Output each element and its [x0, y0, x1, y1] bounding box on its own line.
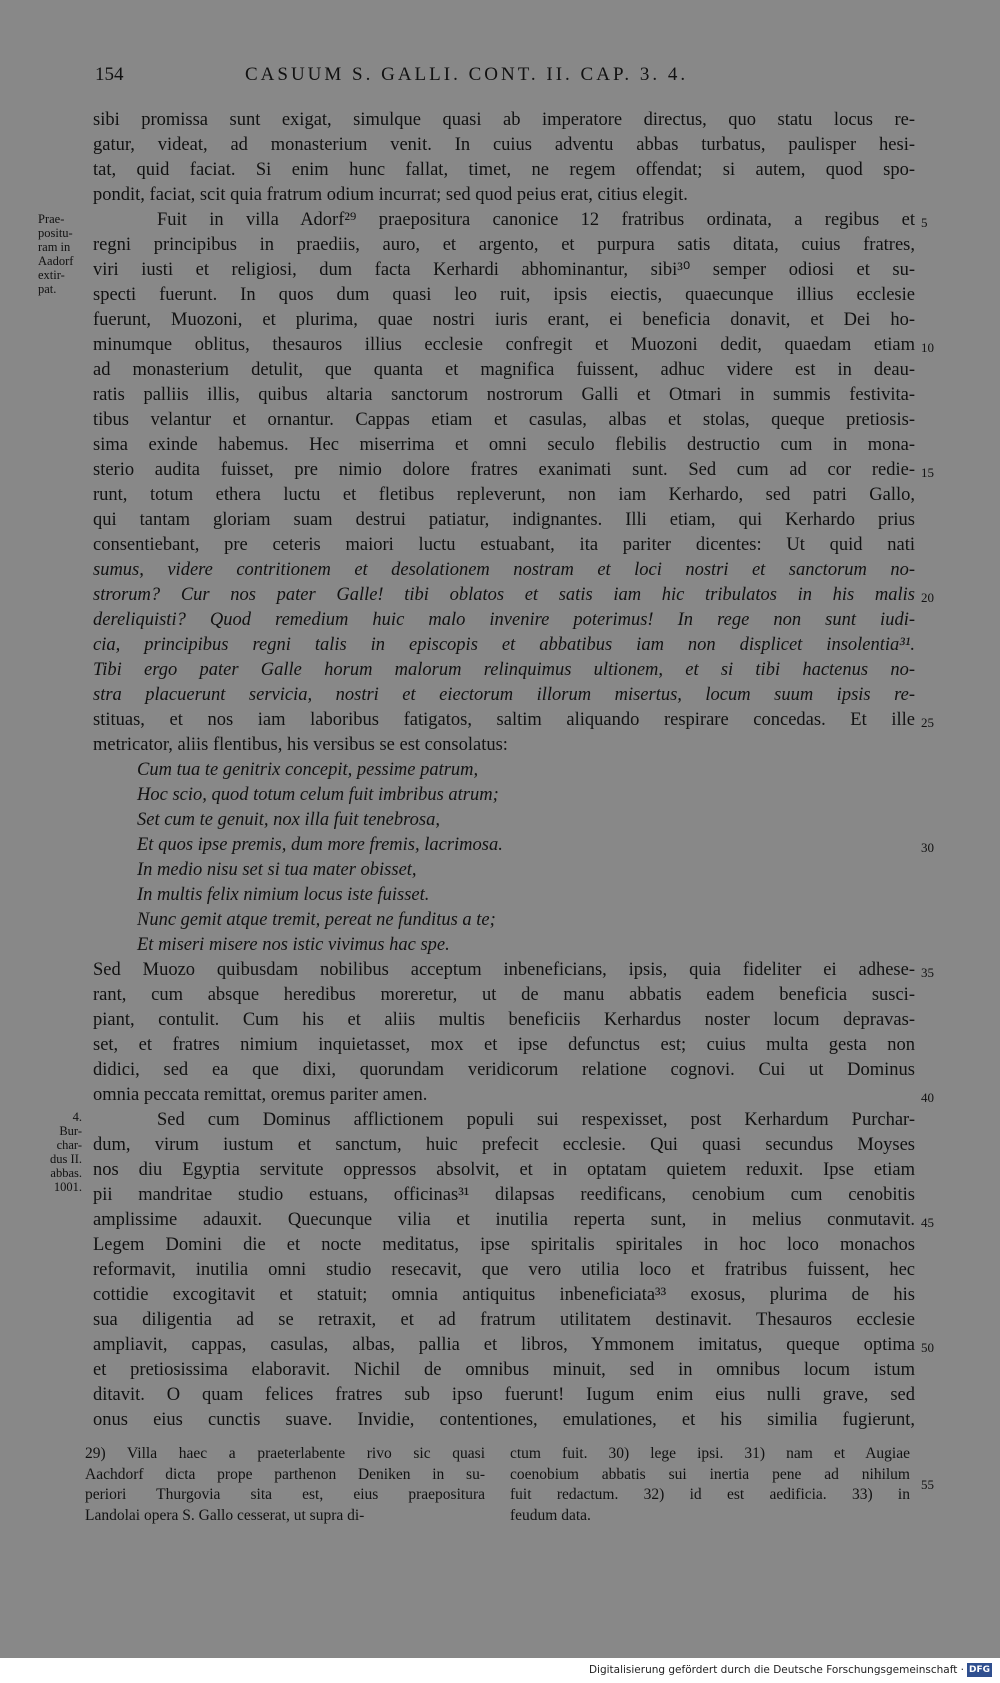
digitization-footer	[0, 1658, 1000, 1683]
text-line: runt, totum ethera luctu et fletibus repleverunt, non iam Kerhardo, sed patri Gallo,	[93, 485, 915, 505]
text-line: pii mandritae studio estuans, officinas³¹ dilapsas reedificans, cenobium cum cenobitis	[93, 1185, 915, 1205]
text-line: cia, principibus regni talis in episcopis et abbatibus iam non displicet insolentia³¹.	[93, 635, 915, 655]
text-line: fuerunt, Muozoni, et plurima, quae nostri iuris erant, ei beneficia donavit, et Dei ho-	[93, 310, 915, 330]
text-line: specti fuerunt. In quos dum quasi leo ruit, ipsis eiectis, quaecunque illius ecclesie	[93, 285, 915, 305]
verse-line: In multis felix nimium locus iste fuisset.	[137, 885, 430, 905]
text-line: sumus, videre contritionem et desolationem nostram et loci nostri et sanctorum no-	[93, 560, 915, 580]
text-line: Fuit in villa Adorf²⁹ praepositura canonice 12 fratribus ordinata, a regibus et	[157, 210, 915, 230]
text-line: sua diligentia ad se retraxit, et ad fratrum utilitatem destinavit. Thesauros ecclesie	[93, 1310, 915, 1330]
verse-line: Nunc gemit atque tremit, pereat ne funditus a te;	[137, 910, 496, 930]
text-line: sima exinde habemus. Hec miserrima et omni seculo flebilis destructio cum in mona-	[93, 435, 915, 455]
text-line: sterio audita fuisset, pre nimio dolore fratres exanimati sunt. Sed cum ad cor redie-	[93, 460, 915, 480]
line-number: 25	[921, 715, 934, 730]
text-line: ad monasterium detulit, que quanta et magnifica fuissent, adhuc videre est in deau-	[93, 360, 915, 380]
text-line: ratis palliis illis, quibus altaria sanctorum nostrorum Galli et Otmari in summis festivita-	[93, 385, 915, 405]
text-line: tibus velantur et ornantur. Cappas etiam et casulas, albas et stolas, queque pretiosis-	[93, 410, 915, 430]
line-number: 40	[921, 1090, 934, 1105]
line-number: 5	[921, 215, 928, 230]
page-number: 154	[95, 64, 124, 85]
footnote-line: Landolai opera S. Gallo cesserat, ut supra di-	[85, 1506, 365, 1524]
text-line: Legem Domini die et nocte meditatus, ipse spiritalis spiritales in hoc loco monachos	[93, 1235, 915, 1255]
verse-line: Et miseri misere nos istic vivimus hac spe.	[137, 935, 450, 955]
line-number: 30	[921, 840, 934, 855]
line-number: 55	[921, 1477, 934, 1492]
footnotes-left	[85, 1444, 485, 1526]
text-line: stituas, et nos iam laboribus fatigatos, saltim aliquando respirare concedas. Et ille	[93, 710, 915, 730]
margin-note-praepositura: Prae- positu- ram in Aadorf extir- pat.	[38, 212, 74, 296]
line-number: 35	[921, 965, 934, 980]
text-line: rant, cum absque heredibus moreretur, ut de manu abbatis eadem beneficia susci-	[93, 985, 915, 1005]
text-line: strorum? Cur nos pater Galle! tibi oblatos et satis iam hic tribulatos in his malis	[93, 585, 915, 605]
margin-note-burchardus: 4. Bur- char- dus II. abbas. 1001.	[50, 1110, 82, 1194]
footnote-line: fuit redactum. 32) id est aedificia. 33) in	[510, 1486, 910, 1503]
line-number: 15	[921, 465, 934, 480]
text-line: viri iusti et religiosi, dum facta Kerhardi abhominantur, sibi³⁰ semper odiosi et su-	[93, 260, 915, 280]
text-line: Sed Muozo quibusdam nobilibus acceptum inbeneficians, ipsis, quia fideliter ei adhese-	[93, 960, 915, 980]
footnote-line: 29) Villa haec a praeterlabente rivo sic quasi	[85, 1445, 485, 1462]
footnote-line: feudum data.	[510, 1506, 591, 1524]
text-line: Tibi ergo pater Galle horum malorum relinquimus ultionem, et si tibi hactenus no-	[93, 660, 915, 680]
verse-line: In medio nisu set si tua mater obisset,	[137, 860, 417, 880]
text-line: Sed cum Dominus afflictionem populi sui respexisset, post Kerhardum Purchar-	[157, 1110, 915, 1130]
footnote-line: periori Thurgovia sita est, eius praepositura	[85, 1486, 485, 1503]
text-line: omnia peccata remittat, oremus pariter amen.	[93, 1085, 428, 1105]
line-number: 50	[921, 1340, 934, 1355]
verse-line: Hoc scio, quod totum celum fuit imbribus atrum;	[137, 785, 499, 805]
line-number: 20	[921, 590, 934, 605]
text-line: tat, quid faciat. Si enim hunc fallat, timet, ne regem offendat; si autem, quod spo-	[93, 160, 915, 180]
footnote-line: coenobium abbatis sui inertia pene ad nihilum	[510, 1465, 910, 1483]
text-line: gatur, videat, ad monasterium venit. In cuius adventu abbas turbatus, paulisper hesi-	[93, 135, 915, 155]
text-line: piant, contulit. Cum his et aliis multis beneficiis Kerhardus noster locum depravas-	[93, 1010, 915, 1030]
text-line: metricator, aliis flentibus, his versibus se est consolatus:	[93, 735, 508, 755]
text-line: et pretiosissima elaboravit. Nichil de omnibus minuit, sed in omnibus locum istum	[93, 1360, 915, 1380]
line-number: 45	[921, 1215, 934, 1230]
footnotes-right	[510, 1444, 910, 1526]
text-line: ampliavit, cappas, casulas, albas, pallia et libros, Ymmonem imitatus, queque optima	[93, 1335, 915, 1355]
dfg-credit: Digitalisierung gefördert durch die Deutsche Forschungsgemeinschaft ·	[588, 1664, 964, 1676]
text-line: onus eius cunctis suave. Invidie, contentiones, emulationes, et his similia fugierunt,	[93, 1410, 915, 1430]
text-line: sibi promissa sunt exigat, simulque quasi ab imperatore directus, quo statu locus re-	[93, 110, 915, 130]
text-line: dum, virum iustum et sanctum, huic prefecit ecclesie. Qui quasi secundus Moyses	[93, 1135, 915, 1155]
footnote-line: Aachdorf dicta prope parthenon Deniken in su-	[85, 1465, 485, 1483]
text-line: didici, sed ea que dixi, quorundam veridicorum relatione cognovi. Cui ut Dominus	[93, 1060, 915, 1080]
text-line: amplissime adauxit. Quecunque vilia et inutilia reperta sunt, in melius conmutavit.	[93, 1210, 915, 1230]
text-line: nos diu Egyptia servitute oppressos absolvit, et in optatam quietem reduxit. Ipse etiam	[93, 1160, 915, 1180]
verse-line: Cum tua te genitrix concepit, pessime patrum,	[137, 760, 479, 780]
line-number: 10	[921, 340, 934, 355]
text-line: regni principibus in praediis, auro, et argento, et purpura satis ditata, cuius fratres,	[93, 235, 915, 255]
text-line: consentiebant, pre ceteris maiori luctu estuabant, ita pariter dicentes: Ut quid nati	[93, 535, 915, 555]
text-line: pondit, faciat, scit quia fratrum odium incurrat; sed quod peius erat, citius elegit.	[93, 185, 688, 205]
text-line: dereliquisti? Quod remedium huic malo invenire poterimus! In rege non sunt iudi-	[93, 610, 915, 630]
text-line: stra placuerunt servicia, nostri et eiectorum illorum misertus, locum suum ipsis re-	[93, 685, 915, 705]
page-header	[95, 64, 915, 94]
text-line: set, et fratres nimium inquietasset, mox et ipse defunctus est; cuius multa gesta non	[93, 1035, 915, 1055]
text-line: cottidie excogitavit et statuit; omnia antiquitus inbeneficiata³³ exosus, plurima de his	[93, 1285, 915, 1305]
dfg-logo: DFG	[968, 1665, 990, 1675]
running-title: CASUUM S. GALLI. CONT. II. CAP. 3. 4.	[245, 64, 689, 85]
text-line: ditavit. O quam felices fratres sub ipso fuerunt! Iugum enim eius nulli grave, sed	[93, 1385, 915, 1405]
verse-line: Set cum te genuit, nox illa fuit tenebrosa,	[137, 810, 440, 830]
text-line: minumque oblitus, thesauros illius ecclesie confregit et Muozoni dedit, quaedam etiam	[93, 335, 915, 355]
verse-line: Et quos ipse premis, dum more fremis, lacrimosa.	[137, 835, 503, 855]
text-line: qui tantam gloriam suam destrui patiatur, indignantes. Illi etiam, qui Kerhardo prius	[93, 510, 915, 530]
footnote-line: ctum fuit. 30) lege ipsi. 31) nam et Augiae	[510, 1445, 910, 1462]
text-line: reformavit, inutilia omni studio resecavit, que vero utilia loco et fratribus fuissent, hec	[93, 1260, 915, 1280]
